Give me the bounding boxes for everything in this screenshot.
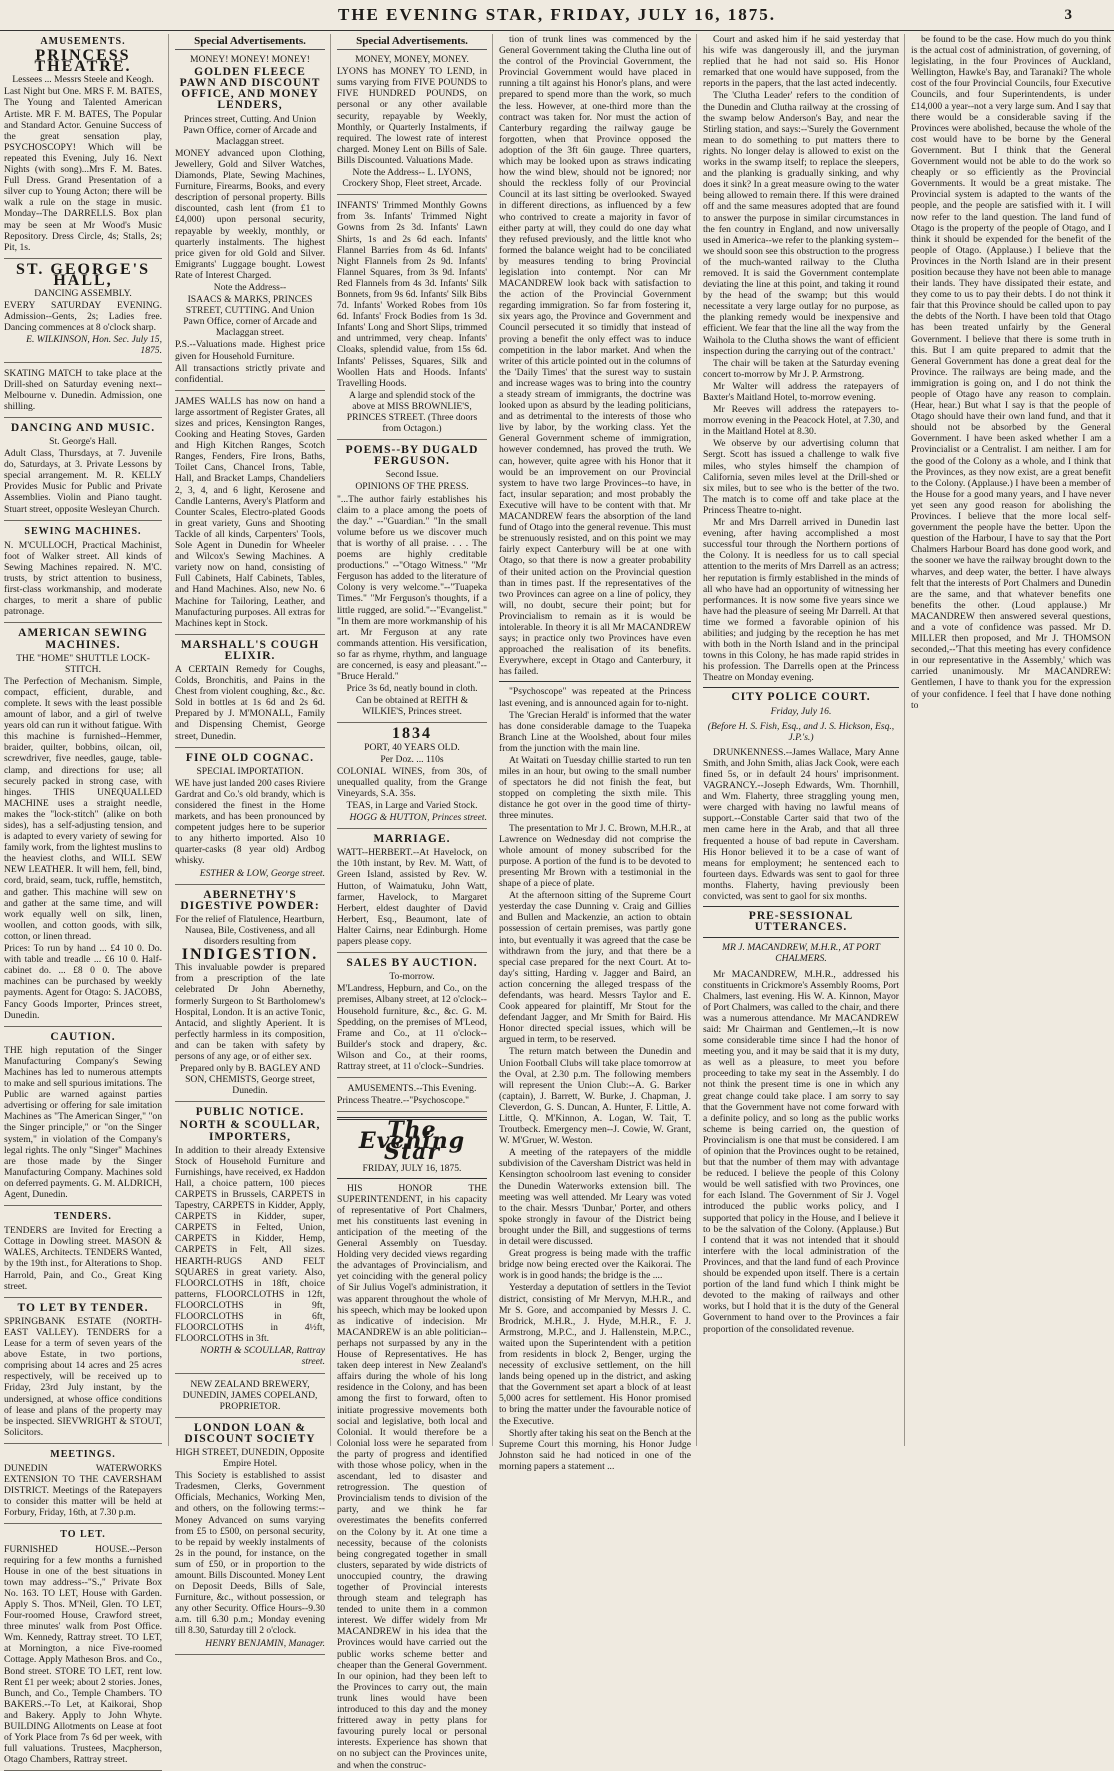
skating-ad [4, 368, 162, 418]
divider-3 [499, 681, 691, 682]
marshall-title: MARSHALL'S COUGH ELIXIR. [180, 638, 320, 662]
marriage-body: WATT--HERBERT.--At Havelock, on the 10th instant, by Rev. M. Watt, of Green Island, assisted by Rev. W. Hutton, of Waimatuku, John Watt, farmer, Havelock, to Margaret Herbert, eldest daughter of David Herbert, Esq., Beaumont, late of Halter Cairns, near Edinburgh. Home papers please copy. [337, 847, 487, 948]
golden-note: Note the Address-- [213, 281, 287, 293]
mcculloch-ad [4, 540, 162, 624]
home-body: The Perfection of Mechanism. Simple, compact, efficient, durable, and complete. It sews with the least possible amount of labor, and a girl of twelve years old can run it without fatigue. With this machine is furnished--Hemmer, braider, quilter, bobbins, oilcan, oil, screwdriver, five needles, gauge, table-clamp, and directions for use; all securely packed in strong case, with hinges. THIS UNEQUALLED MACHINE uses a straight needle, makes the "lock-stitch" (alike on both sides), has a self-adjusting tension, and is adapted to every variety of sewing for family work, from the lightest muslins to the heaviest cloths, and WILL SEW NEW LEATHER. It will hem, fell, bind, cord, braid, seam, tuck, ruffle, hemstitch, and gather. This machine will sew on and gather at the same time, and will work equally well on silk, linen, woollen, and cotton goods, with silk, cotton, or linen thread. [4, 675, 162, 942]
sales-tomorrow: To-morrow. [389, 971, 435, 983]
golden-confidential: All transactions strictly private and confidential. [175, 362, 325, 385]
column-1 [4, 34, 162, 1766]
opinions-title: OPINIONS OF THE PRESS. [355, 481, 469, 493]
police-title: CITY POLICE COURT. [731, 691, 871, 704]
cognac-title: FINE OLD COGNAC. [185, 751, 315, 764]
abernethy-title: ABERNETHY'S DIGESTIVE POWDER: [180, 888, 320, 912]
tenders-ad [4, 1225, 162, 1298]
amuse-title: AMUSEMENTS.--This Evening. [347, 1083, 477, 1095]
column-2 [168, 34, 325, 1649]
masthead-title: THE EVENING STAR, FRIDAY, JULY 16, 1875. [337, 5, 777, 24]
column-6 [904, 34, 1111, 1446]
springbank-body: SPRINGBANK ESTATE (NORTH-EAST VALLEY). TENDERS for a Lease for a term of seven years of the above Estate, in two portions, comprising about 14 acres and 25 acres respectively, will be received up to Friday, 23rd July instant, by the undersigned, at whose office conditions of lease and plans of the property may be inspected. SIEVWRIGHT & STOUT, Solicitors. [4, 1315, 162, 1438]
divider-4 [703, 687, 899, 688]
masthead [0, 0, 1114, 31]
meetings-body: DUNEDIN WATERWORKS EXTENSION TO THE CAVERSHAM DISTRICT. Meetings of the Ratepayers to consider this matter will be held at Forbury, Friday, 16th, at 7.30 p.m. [4, 1462, 162, 1519]
column-3 [330, 34, 487, 1771]
news-psychoscope: "Psychoscope" was repeated at the Princess last evening, and is announced again for to-night. [499, 686, 691, 709]
divider-6 [703, 937, 899, 938]
leader-continued: tion of trunk lines was commenced by the General Government taking the Clutha line out of the control of the Provincial Government, the Provincial Government would have placed in running a tilt against his Honor's plans, and were prepared to spend more than the work, so much the less. However, at one-third more than the contract was taken for. Nor must the action of Canterbury regarding the railway gauge be forgotten, when that Province opposed the adoption of the 3ft 6in gauge. Three quarters, which may be looked upon as straws indicating how the wind blew, should not be ignored; nor should the reckless folly of our Provincial Council at its last sitting be overlooked. Swayed in different directions, as influenced by a few who contrived to create a majority in favor of either party at will, they could do one day what they refused previously, and the little knot who formed the balance weight had to be conciliated by measures tending to bring Provincial legislation into contempt. Nor can Mr MACANDREW look back with satisfaction to the action of the Provincial Government regarding immigration. So far from fostering it, six years ago, the Province and Government and Council persecuted it so timidly that instead of proving a benefit the only effect was to induce competition in the labor market. And when the writer of this article pointed out in the columns of the 'Daily Times' that the surest way to sustain and increase wages was to bring into the country a steady stream of immigrants, the doctrine was looked upon as absurd by the leading politicians, and as detrimental to the interests of those who live by labor, by the working class. Yet the General Government scheme of immigration, however condemned, has proved the truth. We can, however, quite agree with his Honor that it would be an improvement on our Provincial system to have two large Provinces--to have, in fact, insular separation; and most probably the Executive will have to be content with that. Mr MACANDREW fears the absorption of the land fund of Otago into the general revenue. This must be strenuously resisted, and on this point we may fairly expect Canterbury will be at one with Otago, so that there is now a greater probability of their united action on the Provincial question than in times past. If the representatives of the two Provinces can agree on a line of policy, they will, no doubt, secure their point; but for Provincialism to remain as it is would be intolerable. In theory it is all Mr MACANDREW says; in practice only two Provinces have even approached the realisation of its benefits. Everywhere, except in Otago and Canterbury, it has failed. [499, 34, 691, 678]
meeting-body: Mr MACANDREW, M.H.R., addressed his constituents in Crickmore's Assembly Rooms, Port Chalmers, last evening. His W. A. Kinnon, Mayor of Port Chalmers, was called to the chair, and there was a numerous attendance. Mr MACANDREW said: Mr Chairman and Gentlemen,--It is now some considerable time since I had the honor of meeting you, and it may be said that it is my duty, as well as a pleasure, to meet you before proceeding to take my seat in the Assembly. I do not think the present time is one in which any great change could take place. I am sorry to say that the Government have not come forward with a definite policy, and so long as the public works scheme is being carried on, the question of Provincialism is one that must be considered. I am of opinion that the Provinces ought to be retained, but that the number of them may with advantage be reduced. I believe the people of this Colony would be well satisfied with two Provinces, one for each Island. The Government of Sir J. Vogel introduced the public works policy, and I supported that policy in the House, and I believe it to be the salvation of the Colony. (Applause.) But I contend that it was not intended that it should interfere with the local administration of the Provinces, and that the land fund of each Province should be expended upon itself. There is a certain portion of the land fund which I think might be devoted to the making of railways and other works, but I hold that it is the duty of the General Government to hand over to the Provinces a fair proportion of the consolidated revenue. [703, 968, 899, 1335]
hogg-hutton: HOGG & HUTTON, Princes street. [349, 812, 487, 824]
divider-2 [337, 1178, 487, 1179]
news-shortly: Shortly after taking his seat on the Bench at the Supreme Court this morning, his Honor Judge Johnston said he had noticed in one of the morning papers a statement ... [499, 1427, 691, 1472]
scoullar-body: In addition to their already Extensive Stock of Household Furniture and Furnishings, have received, ex Haddon Hall, a choice pattern, 100 pieces CARPETS in Brussels, CARPETS in Tapestry, CARPETS in Kidder, Apply, CARPETS in Kidder, super, CARPETS in Felted, Union, CARPETS in Kidder, Hemp, CARPETS in Felt, All sizes. HEARTH-RUGS AND FELT SQUARES in great variety. Also, FLOORCLOTHS in 18ft, choice patterns, FLOORCLOTHS in 12ft, FLOORCLOTHS in 9ft, FLOORCLOTHS in 6ft, FLOORCLOTHS in 4½ft, FLOORCLOTHS in 3ft. [175, 1144, 325, 1345]
american-title: AMERICAN SEWING MACHINES. [18, 627, 148, 651]
meetings-header: MEETINGS. [50, 1448, 116, 1460]
poems-agent: Can be obtained at REITH & WILKIE'S, Princes street. [355, 695, 469, 718]
news-chair: The chair will be taken at the Saturday evening concert to-morrow by Mr J. P. Armstrong. [703, 357, 899, 380]
import-sign: ESTHER & LOW, George street. [199, 867, 325, 879]
port-wine-ad [337, 725, 487, 829]
hall-body: EVERY SATURDAY EVENING. Admission--Gents, 2s; Ladies free. Dancing commences at 8 o'clock sharp. [4, 300, 162, 334]
port-year: 1834 [392, 725, 432, 743]
marshall-ad [175, 640, 325, 748]
golden-ps: P.S.--Valuations made. Highest price given for Household Furniture. [175, 339, 325, 362]
column-4 [492, 34, 691, 1472]
opinions-body: "...The author fairly establishes his claim to a place among the poets of the day." --"Guardian." "In the small volume before us we discover much that is worthy of all praise. . . . The poems are highly creditable productions." --"Otago Witness." "Mr Ferguson has added to the literature of Colony is very welcome."--"Tuapeka Times." "Mr Ferguson's thoughts, if a little rugged, are solid."--"Evangelist." "In them are more workmanship of his art. Mr Ferguson at any rate commands attention. His versification, so far as rhyme, rhythm, and language are concerned, is easy and pleasant."--"Bruce Herald." [337, 493, 487, 683]
special-ads-header: Special Advertisements. [175, 36, 325, 50]
poems-edition: Second Issue. [385, 469, 439, 481]
golden-fleece-ad [175, 54, 325, 391]
amuse-body: Princess Theatre.--"Psychoscope." [337, 1095, 470, 1107]
paper-date: FRIDAY, JULY 16, 1875. [362, 1162, 462, 1174]
prices: Prices: To run by hand ... £4 10 0. Do. with table and treadle ... £6 10 0. Half-cabinet do. ... £8 0 0. The above machines can be purchased by weekly payments. Agent for Otago: S. JACOBS, Fancy Goods Importer, Princes street, Dunedin. [4, 943, 162, 1021]
poems-ad [337, 445, 487, 723]
loan-title: LONDON LOAN & DISCOUNT SOCIETY [184, 1421, 316, 1445]
sales-notice [337, 958, 487, 1078]
marshall-body: A CERTAIN Remedy for Coughs, Colds, Bronchitis, and Pains in the Chest from violent coughing, &c., &c. Sold in bottles at 1s 6d and 2s 6d. Prepared by J. M'MONALL, Family and Dispensing Chemist, George street, Dunedin. [175, 663, 325, 742]
speech-text: be found to be the case. How much do you think is the actual cost of administration, of governing, of legislating, in the four Provinces of Auckland, Wellington, Hawke's Bay, and Taranaki? The whole cost of the four Provincial Councils, four Executive Councils, and four Superintendents, is under £14,000 a year--not a very large sum. And I say that there would be a considerable saving if the Provinces were abolished, because the whole of the cost would have to be borne by the General Government. But I think that the General Government would not be able to do the work so cheaply or so efficiently as the Provincial Governments. It would be a great mistake. The Provincial system is adapted to the wants of the people, and the people are satisfied with it. I will now refer to the land question. The land fund of Otago is the property of the people of Otago, and I think it should be expended for the benefit of the people of Otago. (Applause.) I believe that the Provinces in the North Island are in their present position because they have not been able to manage their lands. They have dissipated their estate, and they come to us to pay their debts. I do not think it fair that this Province should be called upon to pay the debts of the North. I have been told that Otago has been treated unfairly by the General Government. I believe that there is some truth in this. But I am quite prepared to admit that the General Government has done a great deal for the Province. The railways are being made, and the immigration is going on, and I do not think the people of Otago have any reason to complain. (Hear, hear.) But what I say is that the people of Otago should have their own land fund, and that it should not be absorbed by the General Government. I have been asked whether I am a Provincialist or a Centralist. I am neither. I am for the good of the Colony as a whole, and I think that the Provinces, as they now exist, are a great benefit to the Colony. (Applause.) I have been a member of the House for a good many years, and I have never yet seen any good reason for abolishing the Provinces. I believe that the more local self-government the people have the better. Upon the question of the Harbour, I have to say that the Port Chalmers Harbour Board has done good work, and the sooner we have the railway brought down to the wharves, and deep water, the better. I have always felt that the interests of Port Chalmers and Dunedin are the same, and that whatever benefits one benefits the other. (Loud applause.) Mr MACANDREW then answered several questions, and a vote of confidence was passed. Mr D. MILLER then proposed, and Mr J. THOMSON seconded,--'That this meeting has every confidence in our representative in the Assembly,' which was carried unanimously. Mr MACANDREW: Gentlemen, I have to thank you for the expression of your confidence. I feel that I have done nothing to [911, 34, 1111, 711]
abernethy-sub: For the relief of Flatulence, Heartburn, Nausea, Bile, Costiveness, and all disorders resulting from [175, 913, 325, 948]
news-walking: We observe by our advertising column that Sergt. Scott has issued a challenge to walk five miles, who styles himself the champion of California, seven miles level at the Drill-shed or six miles, but to see who is the better of the two. The match is to come off and take place at the Princess Theatre to-night. [703, 438, 899, 516]
caution-body: THE high reputation of the Singer Manufacturing Company's Sewing Machines has led to numerous attempts to make and sell spurious imitations. The Public are warned against parties advertising or offering for sale imitation Machines as "The American Singer," "on the Singer principle," or "on the Singer system," in violation of the Company's legal rights. The only "Singer" Machines are those made by the Singer Manufacturing Company. Machines sold on deferred payments. G. M. ALDRICH, Agent, Dunedin. [4, 1044, 162, 1200]
hall-title: ST. GEORGE'S HALL, [16, 260, 150, 289]
american-sewing-ad [4, 628, 162, 1026]
scoullar-title: NORTH & SCOULLAR, IMPORTERS, [179, 1119, 321, 1143]
divider-5 [703, 906, 899, 907]
tolet-body: FURNISHED HOUSE.--Person requiring for a few months a furnished House in one of the best situations in town may address--"S.," Private Box No. 163. TO LET, House with Garden. Apply S. Thos. M'Neil, Glen. TO LET, Four-roomed House, Crawford street, three minutes' walk from Post Office. Wm. Kennedy, Rattray street. TO LET, at Mornington, a nice Five-roomed Cottage. Apply Matheson Bros. and Co., Bond street. STORE TO LET, rent low. Rent £1 per week; about 2 stories. Jones, Bunch, and Co., Temple Chambers. TO BAKERS.--To Let, at Kaikorai, Shop and Bakery. Apply to John Whyte. BUILDING Allotments on Lease at foot of York Place from 7s 6d per week, with full valuations. Trustees, Macpherson, Otago Chambers, Rattray street. [4, 1543, 162, 1766]
import-body: WE have just landed 200 cases Riviere Gardrat and Co.'s old brandy, which is considered the finest in the Home markets, and has been pronounced by competent judges here to be superior to any hitherto imported. Also 10 quarter-casks (8 year old) Ardbog whisky. [175, 777, 325, 867]
walls-body: JAMES WALLS has now on hand a large assortment of Register Grates, all sizes and prices, Kensington Ranges, Cooking and Heating Stoves, Garden and High Kitchen Ranges, Scotch Ranges, Fenders, Fire Irons, Baths, Toilet Cans, Chancel Irons, Table, Hall, and Bracket Lamps, Chandeliers 2, 3, 4, and 6 light, Kerosene and Candle Lanterns, Avery's Platform and Counter Scales, Electro-plated Goods in great variety, Guns and Shooting Tackle of all kinds, Carpenters' Tools, Sole Agent in Dunedin for Wheeler and Wilcox's Sewing Machines. A variety now on hand, consisting of Full Cabinets, Half Cabinets, Tables, and Hand Machines. Also, new No. 6 Machine for Tailoring, Leather, and Manufacturing purposes. All extras for Machines kept in Stock. [175, 395, 325, 629]
import-title: SPECIAL IMPORTATION. [196, 765, 304, 777]
news-supreme-court: At the afternoon sitting of the Supreme Court yesterday the case Dunning v. Craig and Gillies and Bullen and Mackenzie, an action to obtain possession of certain premises, was partly gone into, but eventually it was agreed that the case be withdrawn from the jury, and that there be a special case prepared for the next Court. At to-day's sitting, Harding v. Jagger and Baird, an action concerning the alleged trespass of the defendants, was heard. Messrs Taylor and E. Cook appeared for plaintiff, Mr Stout for the defendant Jagger, and Mr Smith for Baird. His Honor directed special issues, which will be argued in term, to be reserved. [499, 890, 691, 1046]
port-price: Per Doz. ... 110s [380, 753, 444, 765]
sales-body: M'Landress, Hepburn, and Co., on the premises, Albany street, at 12 o'clock--Household furniture, &c., &c. G. M. Spedding, on the premises of M'Leod, Frame and Co., at 11 o'clock--Builder's stock and drapery, &c. Wilson and Co., at their rooms, Rattray street, at 11 o'clock--Sundries. [337, 983, 487, 1072]
police-report [703, 747, 899, 902]
skating-body: SKATING MATCH to take place at the Drill-shed on Saturday evening next--Melbourne v. Dunedin. Admission, one shilling. [4, 367, 162, 412]
police-date: Friday, July 16. [770, 705, 832, 717]
theatre-lessees: Lessees ... Messrs Steele and Keogh. [12, 74, 154, 86]
court-continued: Court and asked him if he said yesterday that his wife was dangerously ill, and the juryman replied that he had not said so. His Honor remarked that one would have supposed, from the reports in the papers, that the last acted indecently. [703, 34, 899, 90]
brownlie: A large and splendid stock of the above at MISS BROWNLIE'S, PRINCES STREET. (Three doors from Octagon.) [346, 389, 478, 435]
tolet-header: TO LET. [60, 1529, 106, 1541]
hall-sub: DANCING ASSEMBLY. [34, 287, 132, 299]
abernethy-prep: Prepared only by B. BAGLEY AND SON, CHEMISTS, George street, Dunedin. [179, 1063, 321, 1097]
mcculloch-body: N. M'CULLOCH, Practical Machinist, foot of Walker street. All kinds of Sewing Machines repaired. N. M'C. trusts, by strict attention to business, first-class workmanship, and moderate charges, to merit a share of public patronage. [4, 539, 162, 618]
caution-ad [4, 1032, 162, 1206]
home-shuttle: THE "HOME" SHUTTLE LOCK-STITCH. [16, 652, 150, 675]
abernethy-ad [175, 890, 325, 1103]
hall-sign: E. WILKINSON, Hon. Sec. July 15, 1875. [26, 334, 162, 357]
meetings-ad [4, 1463, 162, 1524]
infants-ad [337, 200, 487, 440]
tolet-ads [4, 1544, 162, 1771]
lyons-body: LYONS has MONEY TO LEND, in sums varying from FIVE POUNDS to FIVE HUNDRED POUNDS, on personal or any other available security, repayable by Weekly, Monthly, or Quarterly Instalments, if required. The lowest rate of interest charged. Money Lent on Bills of Sale. Bills Discounted. Valuations Made. [337, 66, 487, 166]
princess-theatre-ad [4, 47, 162, 259]
loan-sign: HENRY BENJAMIN, Manager. [205, 1637, 325, 1649]
north-scoullar-ad [175, 1107, 325, 1373]
golden-address: Princes street, Cutting. And Union Pawn Office, corner of Arcade and Maclaggan street. [183, 113, 317, 147]
colonial-wines: COLONIAL WINES, from 30s, of unequalled quality, from the Grange Vineyards, S.A. 35s. [337, 765, 487, 799]
springbank-ad [4, 1303, 162, 1444]
loan-address: HIGH STREET, DUNEDIN, Opposite Empire Hotel. [175, 1446, 325, 1470]
special-ads-header-2: Special Advertisements. [337, 36, 487, 50]
teas: TEAS, in Large and Varied Stock. [346, 800, 478, 811]
lyons-top: MONEY, MONEY, MONEY. [355, 54, 469, 66]
news-darrell: Mr and Mrs Darrell arrived in Dunedin last evening, after having accomplished a most successful tour through the Northern portions of the Colony. It is needless for us to call special attention to the merits of Mrs Darrell as an actress; her reputation is firmly established in the minds of all who have had an opportunity of witnessing her performances. It is now some five years since we have had the pleasure of seeing Mr Darrell. At that time we formed a favorable opinion of his abilities; and judging by the reception he has met with both in the North Island and in the principal towns in this Colony, he has made rapid strides in his profession. The Darrells open at the Princess Theatre on Monday evening. [703, 517, 899, 684]
loan-body: This Society is established to assist Tradesmen, Clerks, Government Officials, Mechanics, Working Men, and others, on the following terms:-- Money Advanced on sums varying from £5 to £500, on personal security, to be repaid by weekly instalments of 2s in the pound, for instance, on the sum of £50, or in proportion to the amount. Bills Discounted. Money Lent on Deposit Deeds, Bills of Sale, Furniture, &c., without possession, or any other Security. Office Hours--9.30 a.m. till 6.30 p.m.; Monday evening till 8.30, Saturday till 2 o'clock. [175, 1470, 325, 1637]
dancing-sub: St. George's Hall. [49, 436, 117, 447]
abernethy-body: This invaluable powder is prepared from a prescription of the late celebrated Dr John Abernethy, formerly Surgeon to St Bartholomew's Hospital, London. It is an active Tonic, Antacid, and slightly Aperient. It is perfectly harmless in its composition, and can be taken with safety by persons of any age, or of either sex. [175, 962, 325, 1062]
police-before: (Before H. S. Fish, Esq., and J. S. Hickson, Esq., J.P.'s.) [707, 720, 895, 743]
presessional-title: PRE-SESSIONAL UTTERANCES. [748, 910, 854, 934]
news-reeves: Mr Reeves will address the ratepayers to-morrow evening in the Peacock Hotel, at 7.30, and in the Maitland Hotel at 8.30. [703, 404, 899, 438]
news-items [499, 34, 691, 1472]
tenders-body: TENDERS are Invited for Erecting a Cottage in Dowling street. MASON & WALES, Architects. TENDERS Wanted, by the 19th inst., for Alterations to Shop. Harrold, Pain, and Co., Great King street. [4, 1225, 162, 1292]
tenders-header: TENDERS. [54, 1211, 112, 1223]
marriage-notice [337, 834, 487, 953]
golden-top: MONEY! MONEY! MONEY! [190, 54, 310, 66]
leader-text: HIS HONOR THE SUPERINTENDENT, in his capacity of representative of Port Chalmers, met his constituents last evening in anticipation of the meeting of the General Assembly on Tuesday. Holding very decided views regarding the advantages of Provincialism, and yet coinciding with the general policy of Sir Julius Vogel's administration, it was apparent throughout the whole of his speech, which may be looked upon as indicative of indecision. Mr MACANDREW is an able politician--perhaps not surpassed by any in the House of Representatives. He has taken deep interest in New Zealand's affairs during the whole of his long residence in the Colony, and has been among the first to forward, often to initiate progressive movements both social and legislative, both local and Colonial. It would therefore be a Colonial loss were he separated from the party of progress and identified with those whose policy, when in the ascendant, led to disaster and retrogression. The question of Provincialism tends to division of the party, and we think he far overestimates the benefits conferred on the Colony by it. At one time a necessity, because of the colonists being congregated together in small clusters, separated by wide districts of unoccupied country, the drawing together of Provincial interests through steam and telegraph has tended to unite them in a common interest. We differ widely from Mr MACANDREW in his idea that the Provinces would have carried out the public works scheme better and cheaper than the General Government. In our opinion, had they been left to the Provinces to carry out, the main trunk lines would have been introduced to this day and the money frittered away in petty plans for favouring purely local or personal interests. Experience has shown that on no subject can the Provinces unite, and when the construc- [337, 1182, 487, 1771]
dancing-body: Adult Class, Thursdays, at 7. Juvenile do, Saturdays, at 3. Private Lessons by special arrangement. M. R. KELLY Provides Music for Public and Private Assemblies. Violin and Piano taught. Stuart street, opposite Wesleyan Church. [4, 448, 162, 515]
port-title: PORT, 40 YEARS OLD. [364, 741, 460, 753]
infants-body: INFANTS' Trimmed Monthly Gowns from 3s. Infants' Trimmed Night Gowns from 2s 3d. Infants' Lawn Shirts, 1s and 2s 6d each. Infants' Flannel Barries from 4s 6d. Infants' Night Flannels from 2s 9d. Infants' Flannel Squares, from 3s 9d. Infants' Red Flannels from 4s 3d. Infants' Silk Bonnets, from 9s 6d. Infants' Silk Bibs 7d. Infants' Worked Robes from 10s 6d. Infants' Frock Bodies from 1s 3d. Infants' Long and Short Slips, trimmed and untrimmed, very cheap. Infants' Cloaks, splendid value, from 15s 6d. Infants' Pelisses, Squares, Silk and Woollen Hats and Hoods. Infants' Travelling Hoods. [337, 200, 487, 389]
amusements-notice [337, 1083, 487, 1112]
sewing-header: SEWING MACHINES. [24, 525, 142, 537]
news-bridge: Great progress is being made with the traffic bridge now being erected over the Kaikorai. The work is in good hands; the bridge is the .... [499, 1248, 691, 1282]
dancing-title: DANCING AND MUSIC. [10, 421, 156, 434]
police-body: DRUNKENNESS.--James Wallace, Mary Anne Smith, and John Smith, alias Jack Cook, were each fined 5s, or in default 24 hours' imprisonment. VAGRANCY.--Joseph Edwards, Wm. Thornhill, and Wm. Flaherty, three straggling young men, were charged with having no lawful means of support.--Constable Carter said that two of the men came here in the Arab, and that all three frequented a house of bad repute in Caversham. His Honor believed it to be a case of want of means for employment; he sentenced each to fourteen days. Edwards was sent to gaol for three months. Flaherty, having previously been convicted, was sent to gaol for six months. [703, 746, 899, 903]
lyons-ad [337, 54, 487, 195]
golden-title: GOLDEN FLEECE PAWN AND DISCOUNT OFFICE, AND MONEY LENDERS, [179, 66, 321, 112]
news-grecian: The 'Grecian Herald' is informed that the water has done considerable damage to the Tuapeka Branch Line at the Woolshed, about four miles from the junction with the main line. [499, 709, 691, 754]
news-items-2 [703, 34, 899, 683]
cognac-ad [175, 753, 325, 885]
brewery-ad [175, 1379, 325, 1418]
news-football: The return match between the Dunedin and Union Football Clubs will take place tomorrow at the Oval, at 2.30 p.m. The following members will represent the Union Club:--A. G. Barker (captain), J. Barrett, W. Burke, J. Chapman, J. Cleverdon, G. S. Duncan, A. Hunter, F. Little, A. Little, Q. M'Kinnon, A. Logan, W. Tait, T. Troutbeck. Emergency men--J. Cowie, W. Grant, W. M'Gruer, W. Weston. [499, 1046, 691, 1147]
meeting-title: MR J. MACANDREW, M.H.R., AT PORT CHALMERS. [721, 942, 881, 965]
scoullar-sign: NORTH & SCOULLAR, Rattray street. [200, 1345, 325, 1368]
brewery-body: NEW ZEALAND BREWERY, DUNEDIN, JAMES COPELAND, PROPRIETOR. [182, 1378, 318, 1412]
marriage-title: MARRIAGE. [373, 833, 451, 846]
amusements-header: AMUSEMENTS. [40, 36, 126, 47]
news-presentation: The presentation to Mr J. C. Brown, M.H.R., at Lawrence on Wednesday did not comprise the whole amount of money subscribed for the purpose. A portion of the fund is to be devoted to presenting Mr Brown with a testimonial in the shape of a piece of plate. [499, 822, 691, 890]
speech-continued [911, 34, 1111, 711]
tolet-tender-title: TO LET BY TENDER. [17, 1301, 149, 1314]
poems-price: Price 3s 6d, neatly bound in cloth. [346, 683, 478, 695]
meeting-report [703, 969, 899, 1335]
page-number: 3 [1064, 7, 1072, 23]
news-walter: Mr Walter will address the ratepayers of Baxter's Maitland Hotel, to-morrow evening. [703, 380, 899, 403]
column-5 [696, 34, 899, 1446]
theatre-body: Last Night but One. MRS F. M. BATES, The Young and Talented American Artiste. MR F. M. BATES, The Popular and Standard Actor. Genuine Success of the great sensation play, PSYCHOSCOPY! Which will be repeated this Evening, July 16. Next Nights (with song)...Mrs F. M. Bates. Full Dress. Grand Presentation of a silver cup to Young Acton; there will be walk a rule on the stage in music. Monday--The DARRELLS. Box plan may be seen at Mr Wood's Music Repository. Dress Circle, 4s; Stalls, 2s; Pit, 1s. [4, 86, 162, 253]
paper-title: The Evening Star [358, 1117, 466, 1166]
golden-body: MONEY advanced upon Clothing, Jewellery, Gold and Silver Watches, Diamonds, Plate, Sewing Machines, Furniture, Firearms, Books, and every description of personal property. Bills discounted, cash lent (from £1 to £4,000) upon personal security, repayable by weekly, monthly, or quarterly instalments. The highest price given for old Gold and Silver. Emigrants' Luggage bought. Lowest Rate of Interest Charged. [175, 147, 325, 281]
james-walls-ad [175, 396, 325, 635]
news-caversham: A meeting of the ratepayers of the middle subdivision of the Caversham District was held in Kensington schoolroom last evening to consider the Dunedin Waterworks extension bill. The meeting was well attended. Mr Leary was voted to the chair. Messrs 'Dunbar,' Porter, and others spoke strongly in favour of the District being brought under the Bill, and suggestions of terms in detail were discussed. [499, 1147, 691, 1248]
abernethy-main: INDIGESTION. [181, 946, 319, 964]
poems-title: POEMS--BY DUGALD FERGUSON. [345, 444, 479, 468]
sales-title: SALES BY AUCTION. [346, 957, 478, 970]
news-waitati: At Waitati on Tuesday chillie started to run ten miles in an hour, but owing to the small number of spectators he did not finish the feat, but stopped on completing the sixth mile. This distance he got over in the good time of thirty-three minutes. [499, 755, 691, 822]
leader-article [337, 1183, 487, 1771]
lyons-note: Note the Address-- L. LYONS, Crockery Shop, Fleet street, Arcade. [342, 167, 482, 190]
theatre-title: PRINCESS THEATRE. [34, 47, 132, 76]
public-notice-title: PUBLIC NOTICE. [195, 1106, 305, 1119]
london-loan-ad [175, 1423, 325, 1655]
st-georges-hall-ad [4, 260, 162, 363]
caution-title: CAUTION. [50, 1030, 116, 1043]
golden-sign: ISAACS & MARKS, PRINCES STREET, CUTTING. And Union Pawn Office, corner of Arcade and Maclaggan street. [183, 294, 317, 339]
news-deputation: Yesterday a deputation of settlers in the Teviot district, consisting of Mr Mervyn, M.H.R., and Mr S. Gore, and accompanied by Messrs J. C. Brodrick, M.H.R., J. Hyde, M.H.R., F. J. Armstrong, M.P.C., and J. Hallenstein, M.P.C., waited upon the Superintendent with a petition from residents in block 2, Benger, urging the necessity of exclusive settlement, on the hill lands being opened up in the district, and asking that the Government set apart a block of at least 5,000 acres for settlement. His Honor promised to bring the matter under the favourable notice of the Executive. [499, 1282, 691, 1427]
news-clutha: The 'Clutha Leader' refers to the condition of the Dunedin and Clutha railway at the crossing of the swamp below Anderson's Bay, and near the Stirling station, and says:--'Surely the Government mean to do something to put matters there to rights. No longer delay is allowed to exist on the works in the swamp itself; to replace the sleepers, and the planking is gradually sinking, and why does it sink? In a great measure owing to the water being allowed to remain there. If this were drained off and the same measures adopted that are found to answer the purpose in similar circumstances in the fen country in England, and now universally used in America--we refer to the planking system--we should soon see this obstruction to the progress of the much-wanted railway to the Clutha removed. It is said the Government contemplate deviating the line at this point, and taking it round by the head of the swamp; but this would necessitate a very large outlay for no purpose, as the planking remedy would be inexpensive and efficient. We fear that the line all the way from the Waihola to the Clutha shows the want of efficient inspection during the carrying out of the contract.' [703, 90, 899, 357]
dancing-ad [4, 423, 162, 521]
